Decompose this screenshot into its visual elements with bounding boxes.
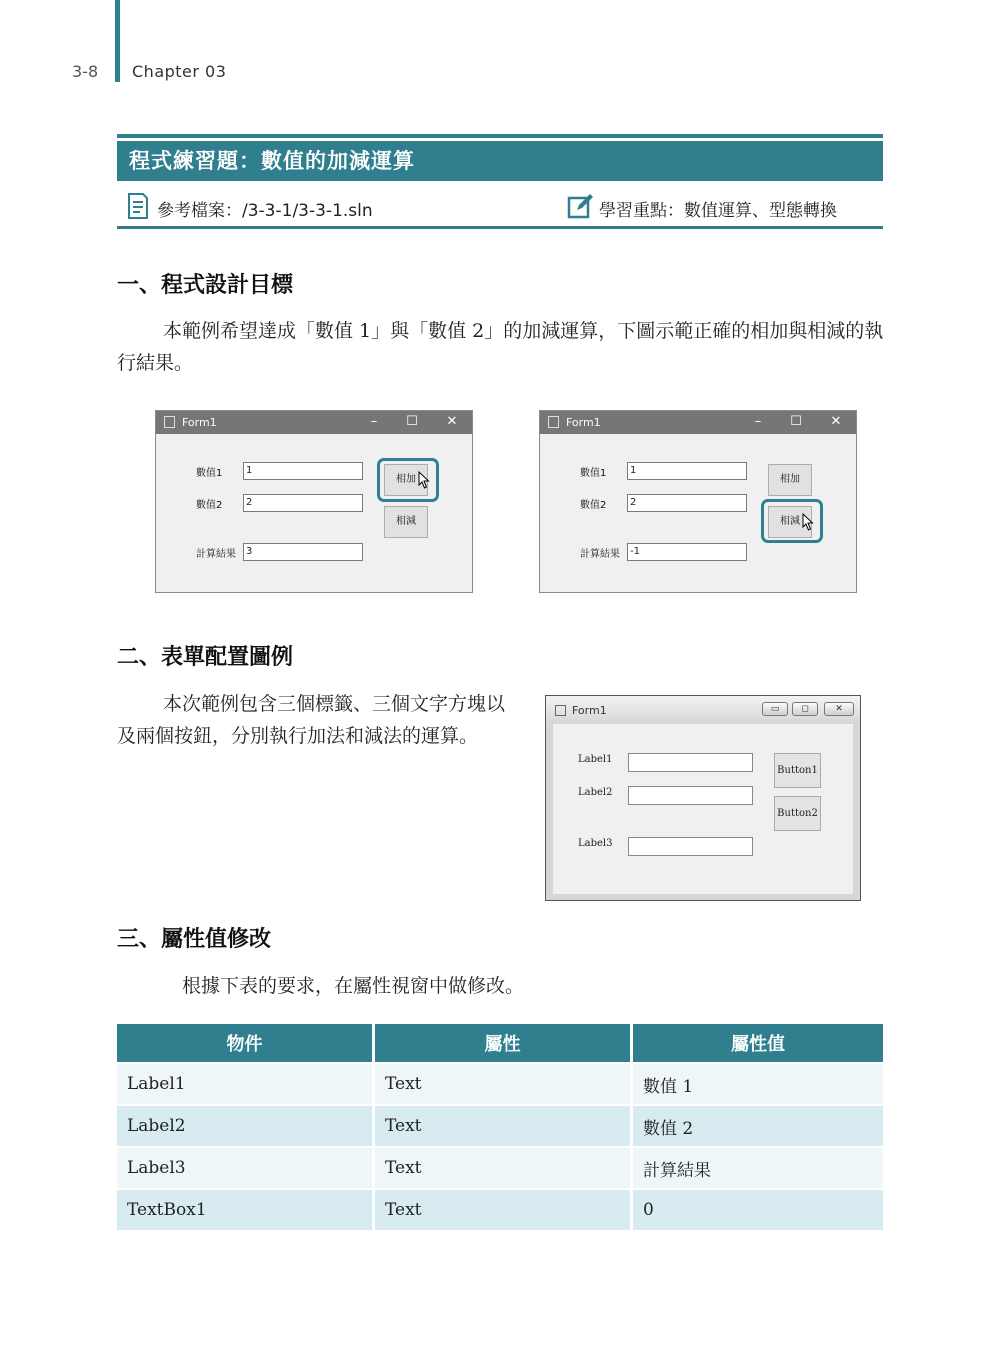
section-1-text: 本範例希望達成「數值 1」與「數值 2」的加減運算，下圖示範正確的相加與相減的執行結果。 (117, 320, 884, 374)
label-value2: 數值2 (580, 500, 607, 511)
column-header-object: 物件 (117, 1024, 374, 1063)
section-3-title: 三、屬性值修改 (117, 927, 272, 952)
close-icon[interactable]: ✕ (830, 414, 842, 429)
maximize-icon[interactable]: ◻ (792, 702, 818, 716)
designer-textbox3[interactable] (628, 837, 753, 856)
textbox-result[interactable]: -1 (627, 543, 747, 561)
table-cell: 計算結果 (632, 1147, 884, 1189)
cursor-icon (802, 513, 814, 531)
textbox-value2[interactable]: 2 (627, 494, 747, 512)
label-value1: 數值1 (196, 468, 223, 479)
add-button[interactable]: 相加 (384, 464, 428, 496)
table-cell: Text (374, 1063, 632, 1105)
close-icon[interactable]: ✕ (824, 702, 854, 716)
table-cell: Text (374, 1147, 632, 1189)
minimize-icon[interactable]: – (370, 414, 378, 429)
table-row (117, 1063, 883, 1105)
minimize-icon[interactable]: ▭ (762, 702, 788, 716)
form-add-window (155, 410, 473, 593)
reference-file: 參考檔案：/3-3-1/3-3-1.sln (157, 201, 373, 221)
form-add-title: Form1 (182, 416, 217, 429)
table-cell: Text (374, 1189, 632, 1230)
maximize-icon[interactable]: ☐ (406, 414, 418, 429)
textbox-result[interactable]: 3 (243, 543, 363, 561)
form-sub-window (539, 410, 857, 593)
learning-focus: 學習重點：數值運算、型態轉換 (599, 201, 837, 221)
form-sub-titlebar (540, 411, 856, 434)
exercise-title: 程式練習題：數值的加減運算 (117, 141, 883, 181)
designer-textbox1[interactable] (628, 753, 753, 772)
table-row (117, 1147, 883, 1189)
table-cell: 0 (632, 1189, 884, 1230)
designer-title: Form1 (572, 704, 607, 717)
document-icon (127, 193, 149, 219)
form-add-titlebar (156, 411, 472, 434)
designer-label3[interactable]: Label3 (578, 838, 613, 849)
subtract-button[interactable]: 相減 (768, 506, 812, 538)
section-2-title: 二、表單配置圖例 (117, 645, 294, 670)
form-icon (548, 416, 559, 428)
page-number: 3-8 (72, 62, 99, 81)
designer-titlebar (546, 696, 860, 722)
column-header-value: 屬性值 (632, 1024, 884, 1063)
table-cell: Label1 (117, 1063, 374, 1105)
minimize-icon[interactable]: – (754, 414, 762, 429)
table-cell: Text (374, 1105, 632, 1147)
label-result: 計算結果 (196, 549, 236, 560)
designer-window (545, 695, 861, 901)
label-value1: 數值1 (580, 468, 607, 479)
textbox-value1[interactable]: 1 (243, 462, 363, 480)
section-2-text: 本次範例包含三個標籤、三個文字方塊以及兩個按鈕，分別執行加法和減法的運算。 (117, 693, 506, 747)
form-icon (164, 416, 175, 428)
textbox-value1[interactable]: 1 (627, 462, 747, 480)
maximize-icon[interactable]: ☐ (790, 414, 802, 429)
title-rule (117, 134, 883, 138)
section-3-text: 根據下表的要求，在屬性視窗中做修改。 (182, 975, 525, 997)
designer-form-body (553, 724, 853, 894)
add-button[interactable]: 相加 (768, 464, 812, 496)
label-value2: 數值2 (196, 500, 223, 511)
table-cell: Label2 (117, 1105, 374, 1147)
close-icon[interactable]: ✕ (446, 414, 458, 429)
designer-textbox2[interactable] (628, 786, 753, 805)
table-header-row (117, 1024, 883, 1063)
designer-label1[interactable]: Label1 (578, 754, 613, 765)
textbox-value2[interactable]: 2 (243, 494, 363, 512)
table-cell: TextBox1 (117, 1189, 374, 1230)
section-1-title: 一、程式設計目標 (117, 273, 294, 298)
exercise-info-row (117, 190, 883, 229)
form-icon (555, 705, 566, 716)
table-cell: 數值 2 (632, 1105, 884, 1147)
table-cell: Label3 (117, 1147, 374, 1189)
property-table (117, 1024, 883, 1230)
edit-icon (567, 193, 593, 219)
designer-button1[interactable]: Button1 (774, 753, 821, 788)
designer-label2[interactable]: Label2 (578, 787, 613, 798)
form-sub-title: Form1 (566, 416, 601, 429)
subtract-button[interactable]: 相減 (384, 506, 428, 538)
chapter-label: Chapter 03 (132, 62, 227, 81)
label-result: 計算結果 (580, 549, 620, 560)
cursor-icon (418, 471, 430, 489)
table-row (117, 1189, 883, 1230)
table-cell: 數值 1 (632, 1063, 884, 1105)
column-header-property: 屬性 (374, 1024, 632, 1063)
table-row (117, 1105, 883, 1147)
designer-button2[interactable]: Button2 (774, 796, 821, 831)
header-accent-bar (115, 0, 120, 82)
